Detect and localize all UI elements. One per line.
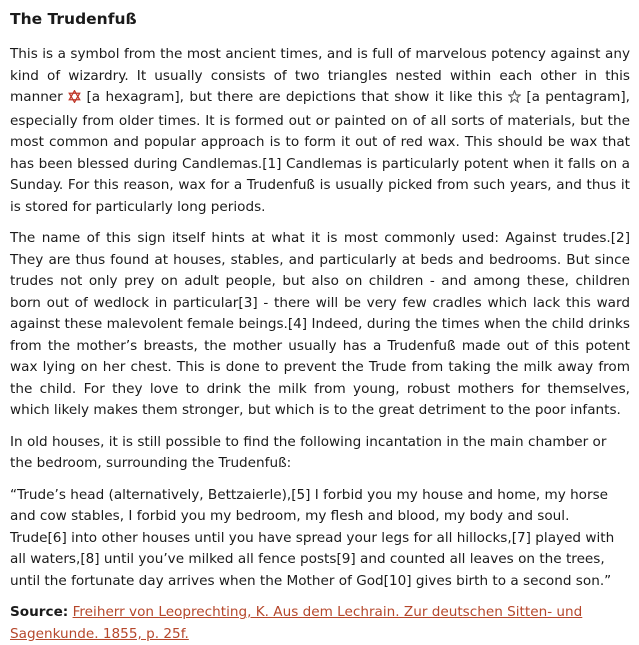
paragraph-trudes: The name of this sign itself hints at what it is most commonly used: Against trudes.[2] They are thus found at houses, stables, and particularly at beds and bedrooms. But since trudes not only prey on adult people, but also on children - and among these, children born out of wedlock in particular[3] - there will be very few cradles which lack this ward against these malevolent female beings.[4] Indeed, during the times when the child drinks from the mother’s breasts, the mother usually has a Trudenfuß made out of this potent wax lying on her chest. This is done to prevent the Trude from taking the milk away from the child. For they love to drink the milk from young, robust mothers for themselves, which likely makes them stronger, but which is to the great detriment to the poor infants. <box>10 230 630 418</box>
pentagram-icon <box>508 89 521 111</box>
paragraph-intro-part-1: This is a symbol from the most ancient times, and is full of marvelous potency against any kind of wizardry. It usually consists of two triangles nested within each other in this manner <box>10 46 630 105</box>
source-citation <box>10 602 630 645</box>
paragraph-incantation-intro: In old houses, it is still possible to find the following incantation in the main chamber or the bedroom, surrounding the Trudenfuß: <box>10 433 607 471</box>
hexagram-icon <box>68 89 81 111</box>
page-title: The Trudenfuß <box>10 10 137 28</box>
paragraph-intro-part-2: [a hexagram], but there are depictions that show it like this <box>81 89 508 105</box>
paragraph-intro-part-3: [a pentagram], especially from older times. It is formed out or painted on of all sorts of materials, but the most common and popular approach is to form it out of red wax. This should be wax that has been blessed during Candlemas.[1] Candlemas is particularly potent when it falls on a Sunday. For this reason, wax for a Trudenfuß is usually picked from such years, and thus it is stored for particularly long periods. <box>10 89 630 215</box>
paragraph-incantation: “Trude’s head (alternatively, Bettzaierle),[5] I forbid you my house and home, my horse and cow stables, I forbid you my bedroom, my flesh and blood, my body and soul. Trude[6] into other houses until you have spread your legs for all hillocks,[7] played with all waters,[8] until you’ve milked all fence posts[9] and counted all leaves on the trees, until the fortunate day arrives when the Mother of God[10] gives birth to a second son.” <box>10 486 615 589</box>
paragraph-intro <box>10 44 630 218</box>
source-label: Source: <box>10 604 69 620</box>
source-link[interactable]: Freiherr von Leoprechting, K. Aus dem Lechrain. Zur deutschen Sitten- und Sagenkunde. 1855, p. 25f. <box>10 604 583 642</box>
